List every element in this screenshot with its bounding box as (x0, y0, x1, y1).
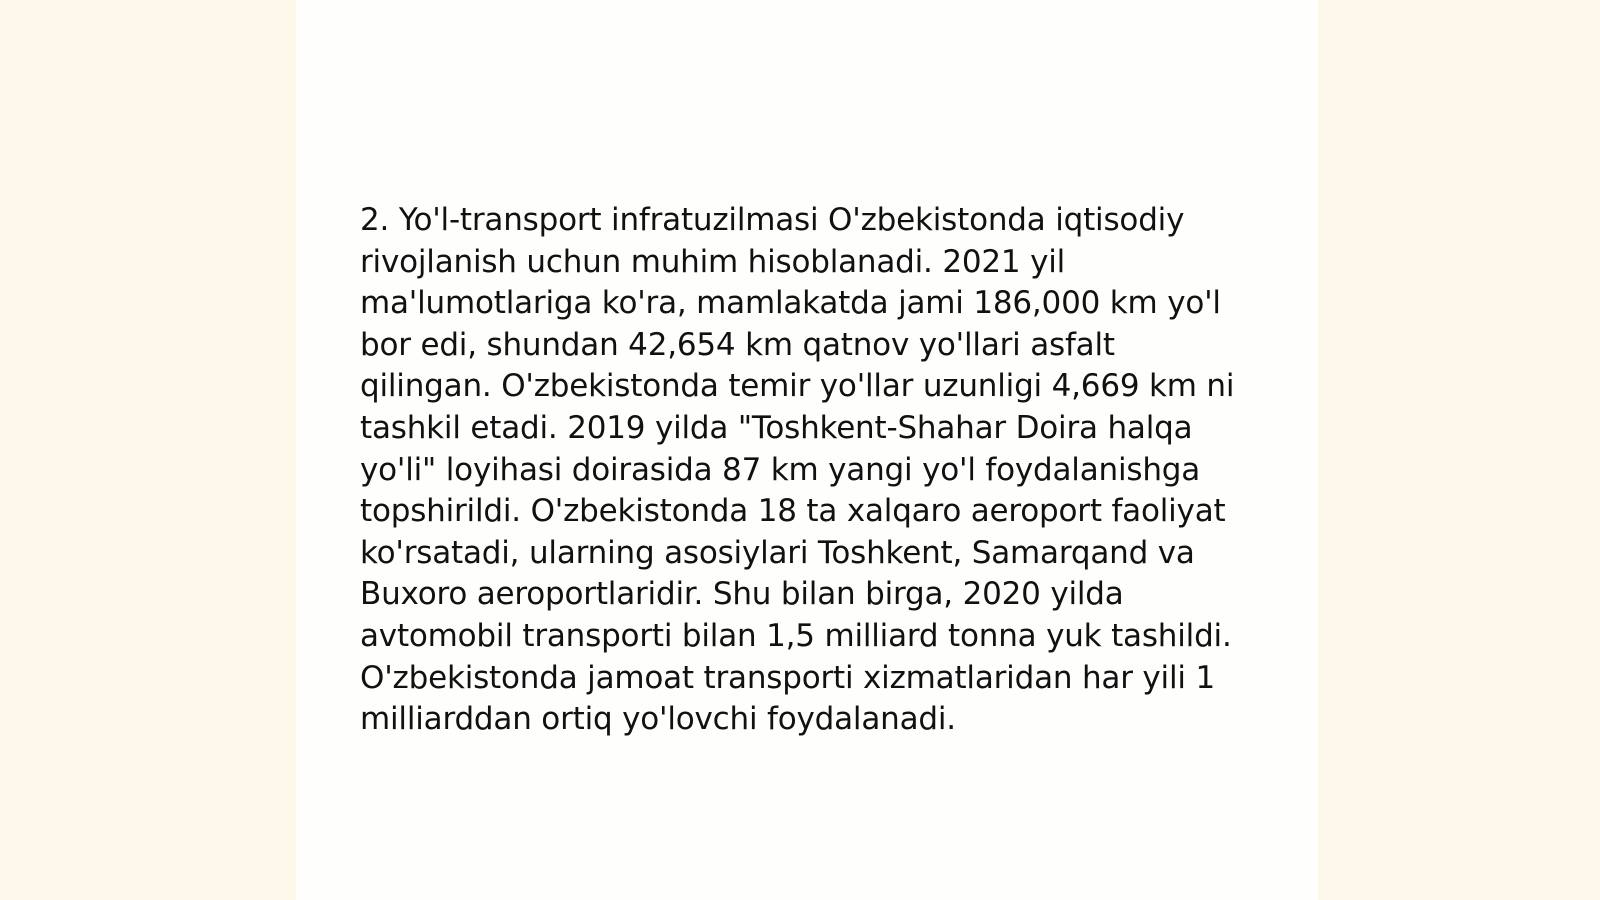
paragraph-text: 2. Yo'l-transport infratuzilmasi O'zbekistonda iqtisodiy rivojlanish uchun muhim hisoblanadi. 2021 yil ma'lumotlariga ko'ra, mamlakatda jami 186,000 km yo'l bor edi, shundan 42,654 km qatnov yo'llari asfalt qilingan. O'zbekistonda temir yo'llar uzunligi 4,669 km ni tashkil etadi. 2019 yilda "Toshkent-Shahar Doira halqa yo'li" loyihasi doirasida 87 km yangi yo'l foydalanishga topshirildi. O'zbekistonda 18 ta xalqaro aeroport faoliyat ko'rsatadi, ularning asosiylari Toshkent, Samarqand va Buxoro aeroportlaridir. Shu bilan birga, 2020 yilda avtomobil transporti bilan 1,5 milliard tonna yuk tashildi. O'zbekistonda jamoat transporti xizmatlaridan har yili 1 milliarddan ortiq yo'lovchi foydalanadi. (360, 202, 1235, 738)
document-page (296, 0, 1318, 900)
